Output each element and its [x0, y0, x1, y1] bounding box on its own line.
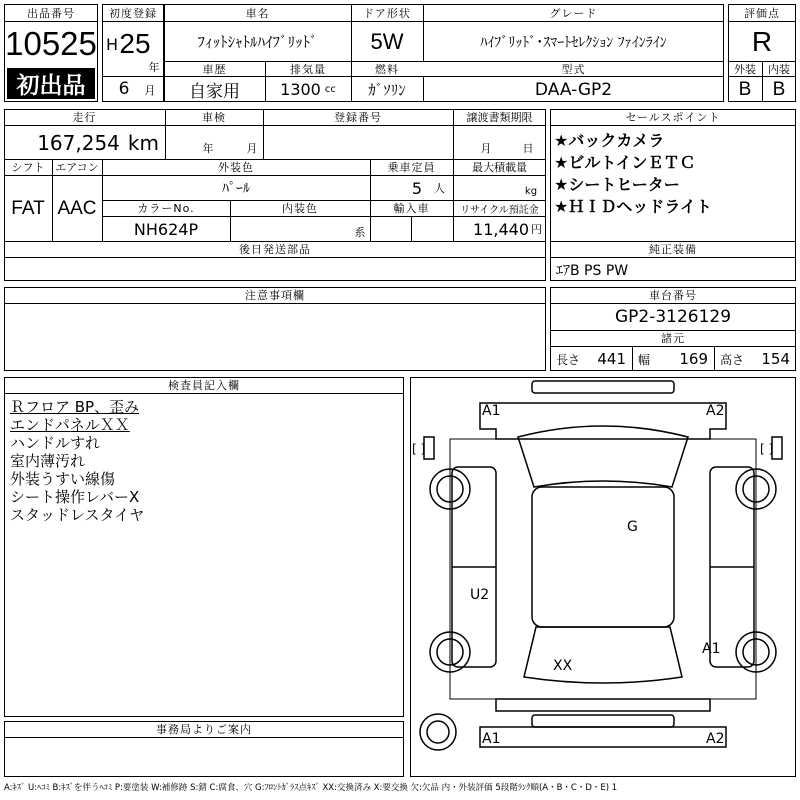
bracket-mark: [ ]	[760, 442, 774, 456]
car-top-outline	[480, 403, 726, 439]
displacement: 1300	[280, 80, 321, 99]
color-number-label: カラーNo.	[137, 202, 195, 215]
length: 441	[597, 350, 626, 368]
length-label: 長さ	[556, 352, 581, 367]
exterior-color: ﾊﾟｰﾙ	[222, 181, 250, 197]
max-load-unit: kg	[524, 185, 538, 197]
recycle-fee-label: リサイクル預託金	[460, 204, 539, 216]
first-registration-year: 25	[119, 28, 151, 59]
bracket-mark: [ ]	[412, 442, 426, 456]
height: 154	[761, 350, 790, 368]
mileage-unit: km	[127, 130, 159, 155]
transfer-month-unit: 月	[480, 142, 492, 155]
damage-mark: A2	[706, 731, 725, 747]
sales-points-label: セールスポイント	[625, 111, 721, 124]
transfer-day-unit: 日	[522, 142, 534, 155]
notes-label: 注意事項欄	[245, 289, 305, 302]
lot-number: 10525	[5, 25, 97, 62]
interior-grade-label: 内装	[768, 62, 790, 76]
model-label: 型式	[561, 62, 586, 76]
equipment-label: 純正装備	[649, 243, 697, 256]
model: DAA-GP2	[534, 79, 613, 100]
height-row	[714, 347, 796, 371]
inspection-label: 車検	[202, 111, 226, 124]
max-load-label: 最大積載量	[472, 161, 527, 174]
shift-label: シフト	[11, 161, 45, 174]
month-unit: 月	[144, 84, 156, 97]
score-label: 評価点	[744, 6, 780, 20]
recycle-fee: 11,440	[473, 219, 529, 239]
displacement-unit: cc	[324, 84, 336, 95]
damage-mark: U2	[470, 587, 490, 603]
damage-mark: A1	[482, 403, 501, 419]
registration-number-label: 登録番号	[334, 111, 382, 124]
sales-point-item: ★ＨＩＤヘッドライト	[554, 197, 712, 216]
recycle-fee-unit: 円	[531, 223, 542, 236]
first-listing-badge: 初出品	[7, 68, 95, 99]
shift: FAT	[11, 197, 45, 219]
damage-mark: A2	[706, 403, 725, 419]
capacity-row	[370, 176, 453, 200]
exterior-grade-label: 外装	[734, 62, 756, 76]
legend: A:ｷｽﾞ U:ﾍｺﾐ B:ｷｽﾞを伴うﾍｺﾐ P:要塗装 W:補修跡 S:錆 C:腐食、穴 G:ﾌﾛﾝﾄｶﾞﾗｽ点ｷｽﾞ XX:交換済み X:要交換 欠:欠品 内・外装評価 5段階ﾗﾝｸ順(A・B・C・D・E) 1	[4, 783, 618, 793]
import-label: 輸入車	[393, 202, 430, 215]
recycle-fee-row	[453, 217, 546, 241]
lot-number-label: 出品番号	[27, 6, 75, 20]
fuel: ｶﾞｿﾘﾝ	[368, 81, 406, 99]
mileage-label: 走行	[72, 111, 97, 124]
width-row	[632, 347, 714, 371]
spare-tire	[420, 714, 456, 750]
inspection-year-unit: 年	[202, 142, 214, 155]
damage-mark: XX	[553, 658, 573, 674]
sales-point-item: ★ビルトインＥＴＣ	[554, 153, 696, 172]
history-label: 車歴	[202, 62, 227, 76]
exterior-grade: B	[738, 78, 752, 100]
year-unit: 年	[148, 61, 160, 74]
exterior-color-label: 外装色	[218, 161, 254, 174]
roof-outline	[532, 487, 674, 627]
height-label: 高さ	[720, 352, 745, 367]
first-registration-label: 初度登録	[109, 6, 157, 20]
capacity-unit: 人	[434, 182, 445, 195]
car-name-label: 車名	[245, 6, 270, 20]
inspector-note: シート操作レバーX	[10, 488, 140, 506]
grade: ﾊｲﾌﾞﾘｯﾄﾞ･ｽﾏｰﾄｾﾚｸｼｮﾝ ﾌｧｲﾝﾗｲﾝ	[480, 34, 667, 51]
damage-mark: A1	[702, 641, 721, 657]
rear-bumper-outline	[532, 715, 674, 727]
width-label: 幅	[638, 352, 651, 367]
door-label: ドア形状	[363, 6, 411, 20]
specs-label: 諸元	[661, 332, 685, 345]
car-diagram	[410, 377, 796, 777]
width: 169	[679, 350, 708, 368]
car-name: ﾌｨｯﾄｼｬﾄﾙﾊｲﾌﾞﾘｯﾄﾞ	[197, 33, 318, 51]
displacement-label: 排気量	[290, 62, 326, 76]
office-notice-label: 事務局よりご案内	[156, 723, 252, 736]
inspector-label: 検査員記入欄	[168, 379, 240, 392]
inspector-note: 外装うすい線傷	[10, 470, 116, 488]
interior-grade: B	[772, 78, 786, 100]
windshield-outline	[518, 426, 688, 487]
fuel-label: 燃料	[375, 62, 399, 76]
damage-mark: A1	[482, 731, 501, 747]
mileage: 167,254	[37, 130, 120, 155]
air-conditioner: AAC	[57, 197, 97, 219]
history: 自家用	[189, 82, 240, 102]
inspector-note: ハンドルすれ	[10, 434, 101, 452]
inspector-note: スタッドレスタイヤ	[10, 506, 145, 524]
displacement-row	[265, 77, 351, 102]
score: R	[751, 25, 773, 57]
rear-window-outline	[524, 627, 682, 683]
chassis-number: GP2-3126129	[614, 307, 732, 327]
front-bumper-outline	[532, 381, 674, 393]
length-row	[550, 347, 632, 371]
sales-point-item: ★バックカメラ	[554, 131, 665, 150]
interior-color-label: 内装色	[282, 202, 318, 215]
inspector-note: 室内薄汚れ	[10, 452, 86, 470]
era-label: H	[105, 34, 119, 54]
inspection-month-unit: 月	[246, 142, 258, 155]
capacity: 5	[411, 178, 422, 198]
later-parts-label: 後日発送部品	[239, 243, 311, 256]
grade-label: グレード	[549, 6, 598, 20]
first-registration-month: 6	[118, 79, 130, 99]
mileage-row	[4, 126, 165, 159]
door-type: 5W	[370, 28, 404, 54]
capacity-label: 乗車定員	[387, 161, 436, 174]
inspector-note: エンドパネルＸＸ	[10, 416, 130, 434]
chassis-number-label: 車台番号	[649, 289, 697, 302]
transfer-deadline-label: 譲渡書類期限	[466, 111, 533, 124]
equipment: ｴｱB PS PW	[556, 263, 629, 279]
damage-mark: G	[627, 519, 638, 535]
ac-label: エアコン	[55, 161, 99, 174]
interior-color-unit: 系	[354, 226, 366, 239]
color-number: NH624P	[133, 219, 199, 239]
inspector-note: Ｒフロア BP、歪み	[10, 398, 140, 416]
sales-point-item: ★シートヒーター	[554, 175, 680, 194]
